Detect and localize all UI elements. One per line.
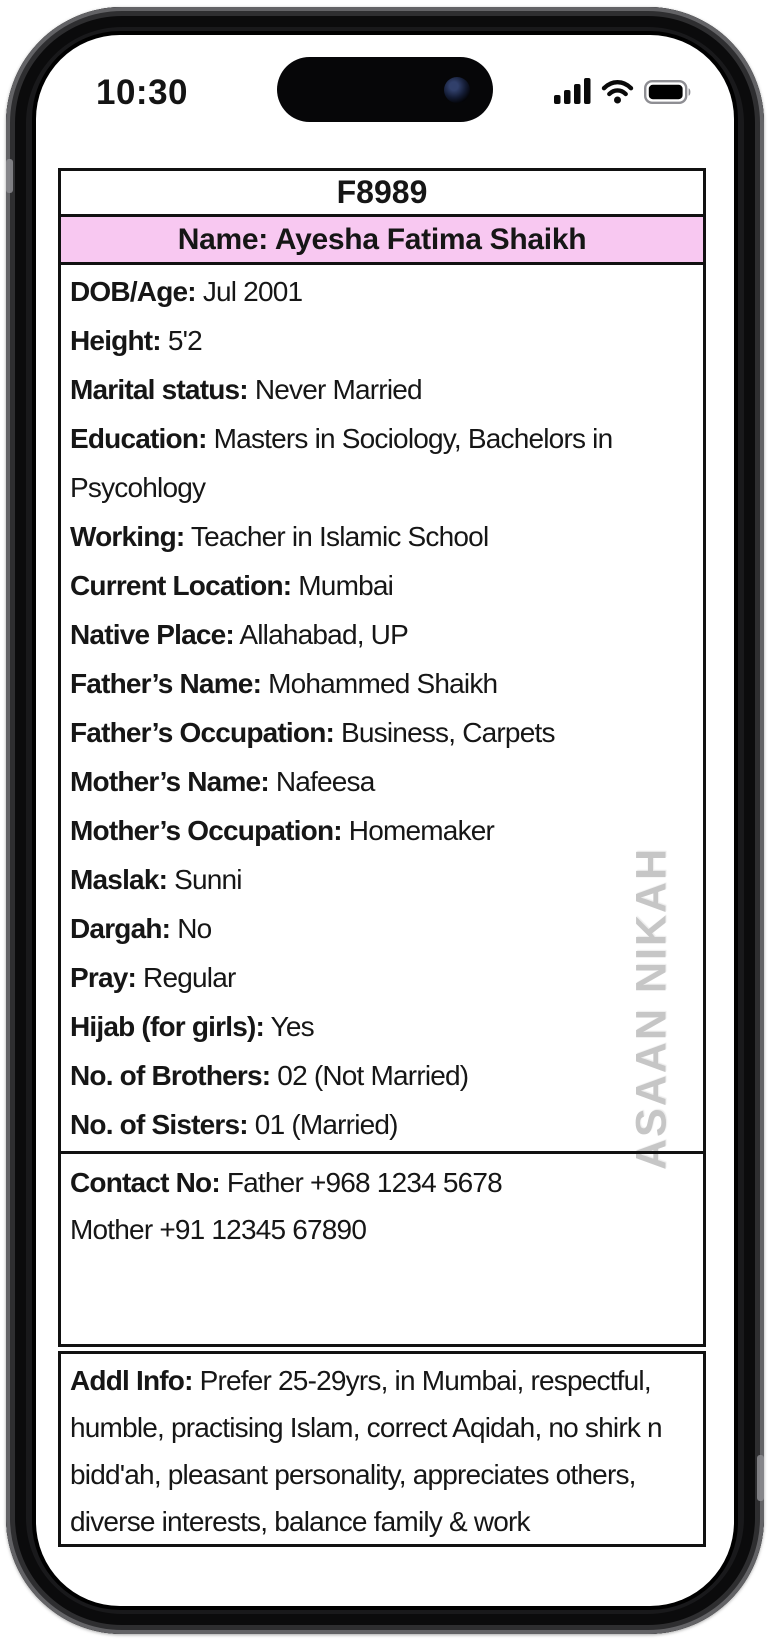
detail-row-marital-status: Marital status: Never Married xyxy=(70,374,422,405)
antenna-band-right xyxy=(757,1455,764,1501)
detail-row-pray: Pray: Regular xyxy=(70,962,236,993)
phone-screen xyxy=(36,35,734,1606)
detail-row-maslak: Maslak: Sunni xyxy=(70,864,242,895)
detail-row-education: Education: Masters in Sociology, Bachelors in Psycohlogy xyxy=(70,423,613,503)
wifi-icon xyxy=(601,79,634,109)
detail-row-hijab: Hijab (for girls): Yes xyxy=(70,1011,314,1042)
camera-lens xyxy=(444,77,470,103)
detail-row-mothers-name: Mother’s Name: Nafeesa xyxy=(70,766,375,797)
contact-section xyxy=(61,1154,703,1344)
detail-row-fathers-name: Father’s Name: Mohammed Shaikh xyxy=(70,668,498,699)
detail-row-working: Working: Teacher in Islamic School xyxy=(70,521,489,552)
addl-info-section: Addl Info: Prefer 25-29yrs, in Mumbai, respectful, humble, practising Islam, correct Aqidah, no shirk n bidd'ah, pleasant personality, appreciates others, diverse interests, balance family & work xyxy=(58,1351,706,1547)
status-time: 10:30 xyxy=(96,73,189,112)
status-icons xyxy=(554,78,692,109)
detail-row-dob-age: DOB/Age: Jul 2001 xyxy=(70,276,303,307)
dynamic-island xyxy=(277,57,493,122)
name-row: Name: Ayesha Fatima Shaikh xyxy=(61,217,703,265)
detail-row-native-place: Native Place: Allahabad, UP xyxy=(70,619,408,650)
phone-frame xyxy=(6,7,764,1634)
biodata-card xyxy=(58,168,706,1347)
detail-row-dargah: Dargah: No xyxy=(70,913,212,944)
detail-row-brothers: No. of Brothers: 02 (Not Married) xyxy=(70,1060,469,1091)
cellular-signal-icon xyxy=(554,78,591,109)
contact-line-father: Contact No: Father +968 1234 5678 xyxy=(70,1167,502,1198)
detail-row-current-location: Current Location: Mumbai xyxy=(70,570,394,601)
contact-line-mother: Mother +91 12345 67890 xyxy=(70,1214,367,1245)
antenna-band-left xyxy=(6,159,13,193)
battery-icon xyxy=(644,80,692,109)
detail-row-height: Height: 5'2 xyxy=(70,325,202,356)
watermark-text: ASAAN NIKAH xyxy=(627,847,676,1171)
detail-row-sisters: No. of Sisters: 01 (Married) xyxy=(70,1109,398,1140)
profile-id: F8989 xyxy=(61,171,703,217)
details-section xyxy=(61,265,703,1154)
detail-row-fathers-occupation: Father’s Occupation: Business, Carpets xyxy=(70,717,555,748)
detail-row-mothers-occupation: Mother’s Occupation: Homemaker xyxy=(70,815,495,846)
